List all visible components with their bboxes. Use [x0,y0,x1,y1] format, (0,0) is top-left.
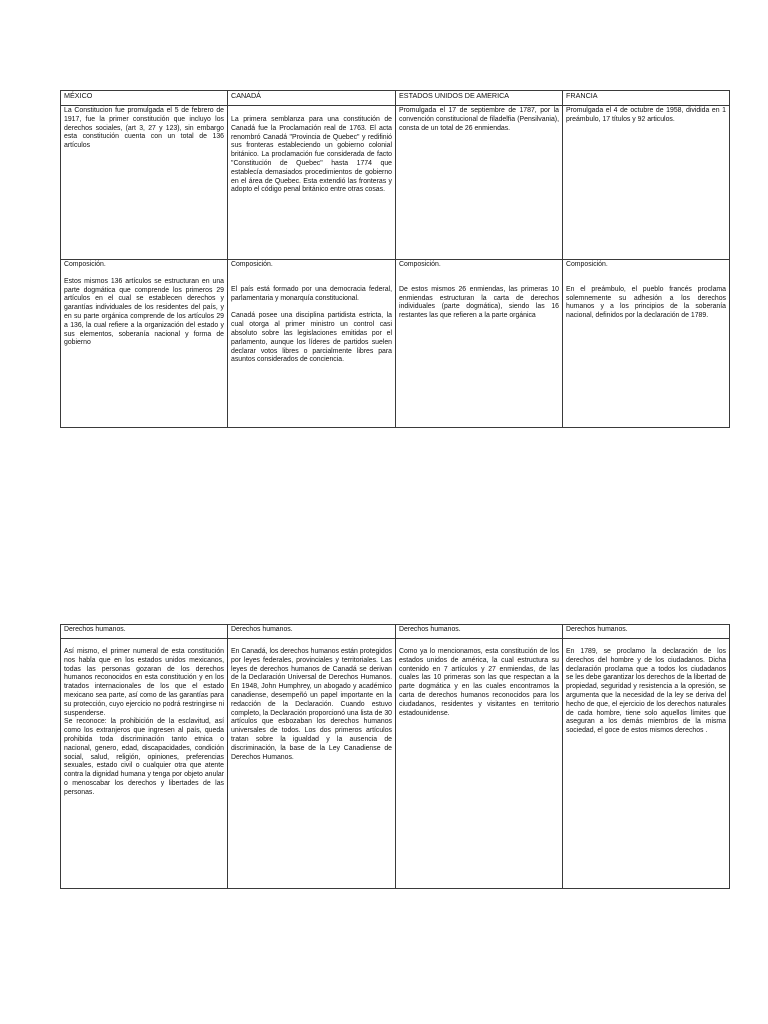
intro-france: Promulgada el 4 de octubre de 1958, dividida en 1 preámbulo, 17 títulos y 92 articulos. [563,106,730,260]
composition-heading: Composición. [566,261,608,268]
composition-heading: Composición. [231,261,273,268]
header-usa: ESTADOS UNIDOS DE AMERICA [396,91,563,106]
human-rights-heading-mexico: Derechos humanos. [61,625,228,639]
human-rights-heading-france: Derechos humanos. [563,625,730,639]
human-rights-canada [228,639,396,889]
composition-heading: Composición. [399,261,441,268]
human-rights-mexico-text-1: Así mismo, el primer numeral de esta constitución nos habla que en los estados unidos mexicanos, todas las personas gozaran de los derechos humanos reconocidos en esta constitución y en los tratados internacionales de los que el estado mexicano sea parte, así como de las garantías para su protección, cuyo ejercicio no podrá restringirse ni suspenderse. [64,648,224,717]
intro-canada [228,106,396,260]
human-rights-mexico [61,639,228,889]
intro-usa: Promulgada el 17 de septiembre de 1787, por la convención constitucional de filadelfia (Pensilvania), consta de un total de 26 enmiendas. [396,106,563,260]
header-mexico: MÉXICO [61,91,228,106]
human-rights-france-text: En 1789, se proclamo la declaración de los derechos del hombre y de los ciudadanos. Dicha declaración proclama que a todos los ciudadanos se les debe garantizar los derechos de la libertad de propiedad, seguridad y resistencia a la opresión, se argumenta que la necesidad de la ley se deriva del hecho de que, el ejercicio de los derechos naturales de cada hombre, tiene solo aquellos límites que aseguran a los demás miembros de la misma sociedad, el goce de estos mismos derechos . [566,648,726,735]
composition-row [61,260,730,428]
composition-usa [396,260,563,428]
composition-mexico-text: Estos mismos 136 artículos se estructuran en una parte dogmática que comprende los primeros 29 artículos en el cual se establecen derechos y garantías individuales de los residentes del país, y en su parte orgánica comprende de los artículos 29 a 136, la cual refiere a la organización del estado y sus elementos, soberanía nacional y forma de gobierno [64,277,224,347]
composition-canada-text-1: El país está formado por una democracia federal, parlamentaria y monarquía constitucional. [231,285,392,302]
composition-france-text: En el preámbulo, el pueblo francés proclama solemnemente su adhesión a los derechos humanos y a los principios de la soberanía nacional, definidos por la declaración de 1789. [566,285,726,320]
comparison-table-bottom [60,624,730,889]
human-rights-mexico-text-2: Se reconoce: la prohibición de la esclavitud, así como los extranjeros que ingresen al país, queda prohibida toda discriminación tanto etnica o nacional, genero, edad, discapacidades, condición social, salud, religión, opiniones, preferencias sexuales, estado civil o cualquier otra que atente contra la dignidad humana y tenga por objeto anular o menoscabar los derechos y libertades de las personas. [64,718,224,796]
composition-france [563,260,730,428]
composition-mexico [61,260,228,428]
header-france: FRANCIA [563,91,730,106]
human-rights-row [61,639,730,889]
composition-canada-text-2: Canadá posee una disciplina partidista estricta, la cual otorga al primer ministro un control casi absoluto sobre las legislaciones emitidas por el parlamento, aunque los líderes de partidos suelen declarar votos libres o parcialmente libres para asuntos considerados de conciencia. [231,312,392,364]
header-canada: CANADÁ [228,91,396,106]
human-rights-heading-canada: Derechos humanos. [228,625,396,639]
human-rights-usa-text: Como ya lo mencionamos, esta constitución de los estados unidos de américa, la cual estructura su contenido en 7 artículos y 27 enmiendas, de las cuales las 10 primeras son las que respectan a la parte dogmática y en las cuales encontramos la carta de derechos humanos reconocidos para los ciudadanos, residentes y visitantes en territorio estadounidense. [399,648,559,717]
human-rights-canada-text: En Canadá, los derechos humanos están protegidos por leyes federales, provinciales y territoriales. Las leyes de derechos humanos de Canadá se derivan de la Declaración Universal de Derechos Humanos. En 1948, John Humphrey, un abogado y académico canadiense, desempeñó un papel importante en la redacción de la Declaración. Cuando estuvo completo, la Declaración proporcionó una lista de 30 artículos que esbozaban los derechos humanos universales de todos. Los dos primeros artículos tratan sobre la igualdad y la ausencia de discriminación, la base de la Ley Canadiense de Derechos Humanos. [231,648,392,761]
composition-heading: Composición. [64,261,106,268]
composition-usa-text: De estos mismos 26 enmiendas, las primeras 10 enmiendas estructuran la carta de derechos individuales (parte dogmática), siendo las 16 restantes las que refieren a la parte orgánica [399,285,559,320]
composition-canada [228,260,396,428]
human-rights-heading-row [61,625,730,639]
human-rights-usa [396,639,563,889]
intro-row [61,106,730,260]
intro-canada-text: La primera semblanza para una constitución de Canadá fue la Proclamación real de 1763. El acta renombró Canadá "Provincia de Quebec" y redifinió sus fronteras estableciendo un gobierno colonial británico. La proclamación fue considerada de facto "Constitución de Quebec" hasta 1774 que establecía demasiados procedimientos de gobierno en el área de Quebec. Esta extendió las fronteras y adopto el código penal británico entre otras cosas. [231,116,392,194]
comparison-table-top [60,90,730,428]
intro-mexico: La Constitucion fue promulgada el 5 de febrero de 1917, fue la primer constitución que incluyo los derechos sociales, (art 3, 27 y 123), sin embargo esta constitución cuenta con un total de 136 artículos [61,106,228,260]
country-header-row [61,91,730,106]
human-rights-heading-usa: Derechos humanos. [396,625,563,639]
human-rights-france [563,639,730,889]
